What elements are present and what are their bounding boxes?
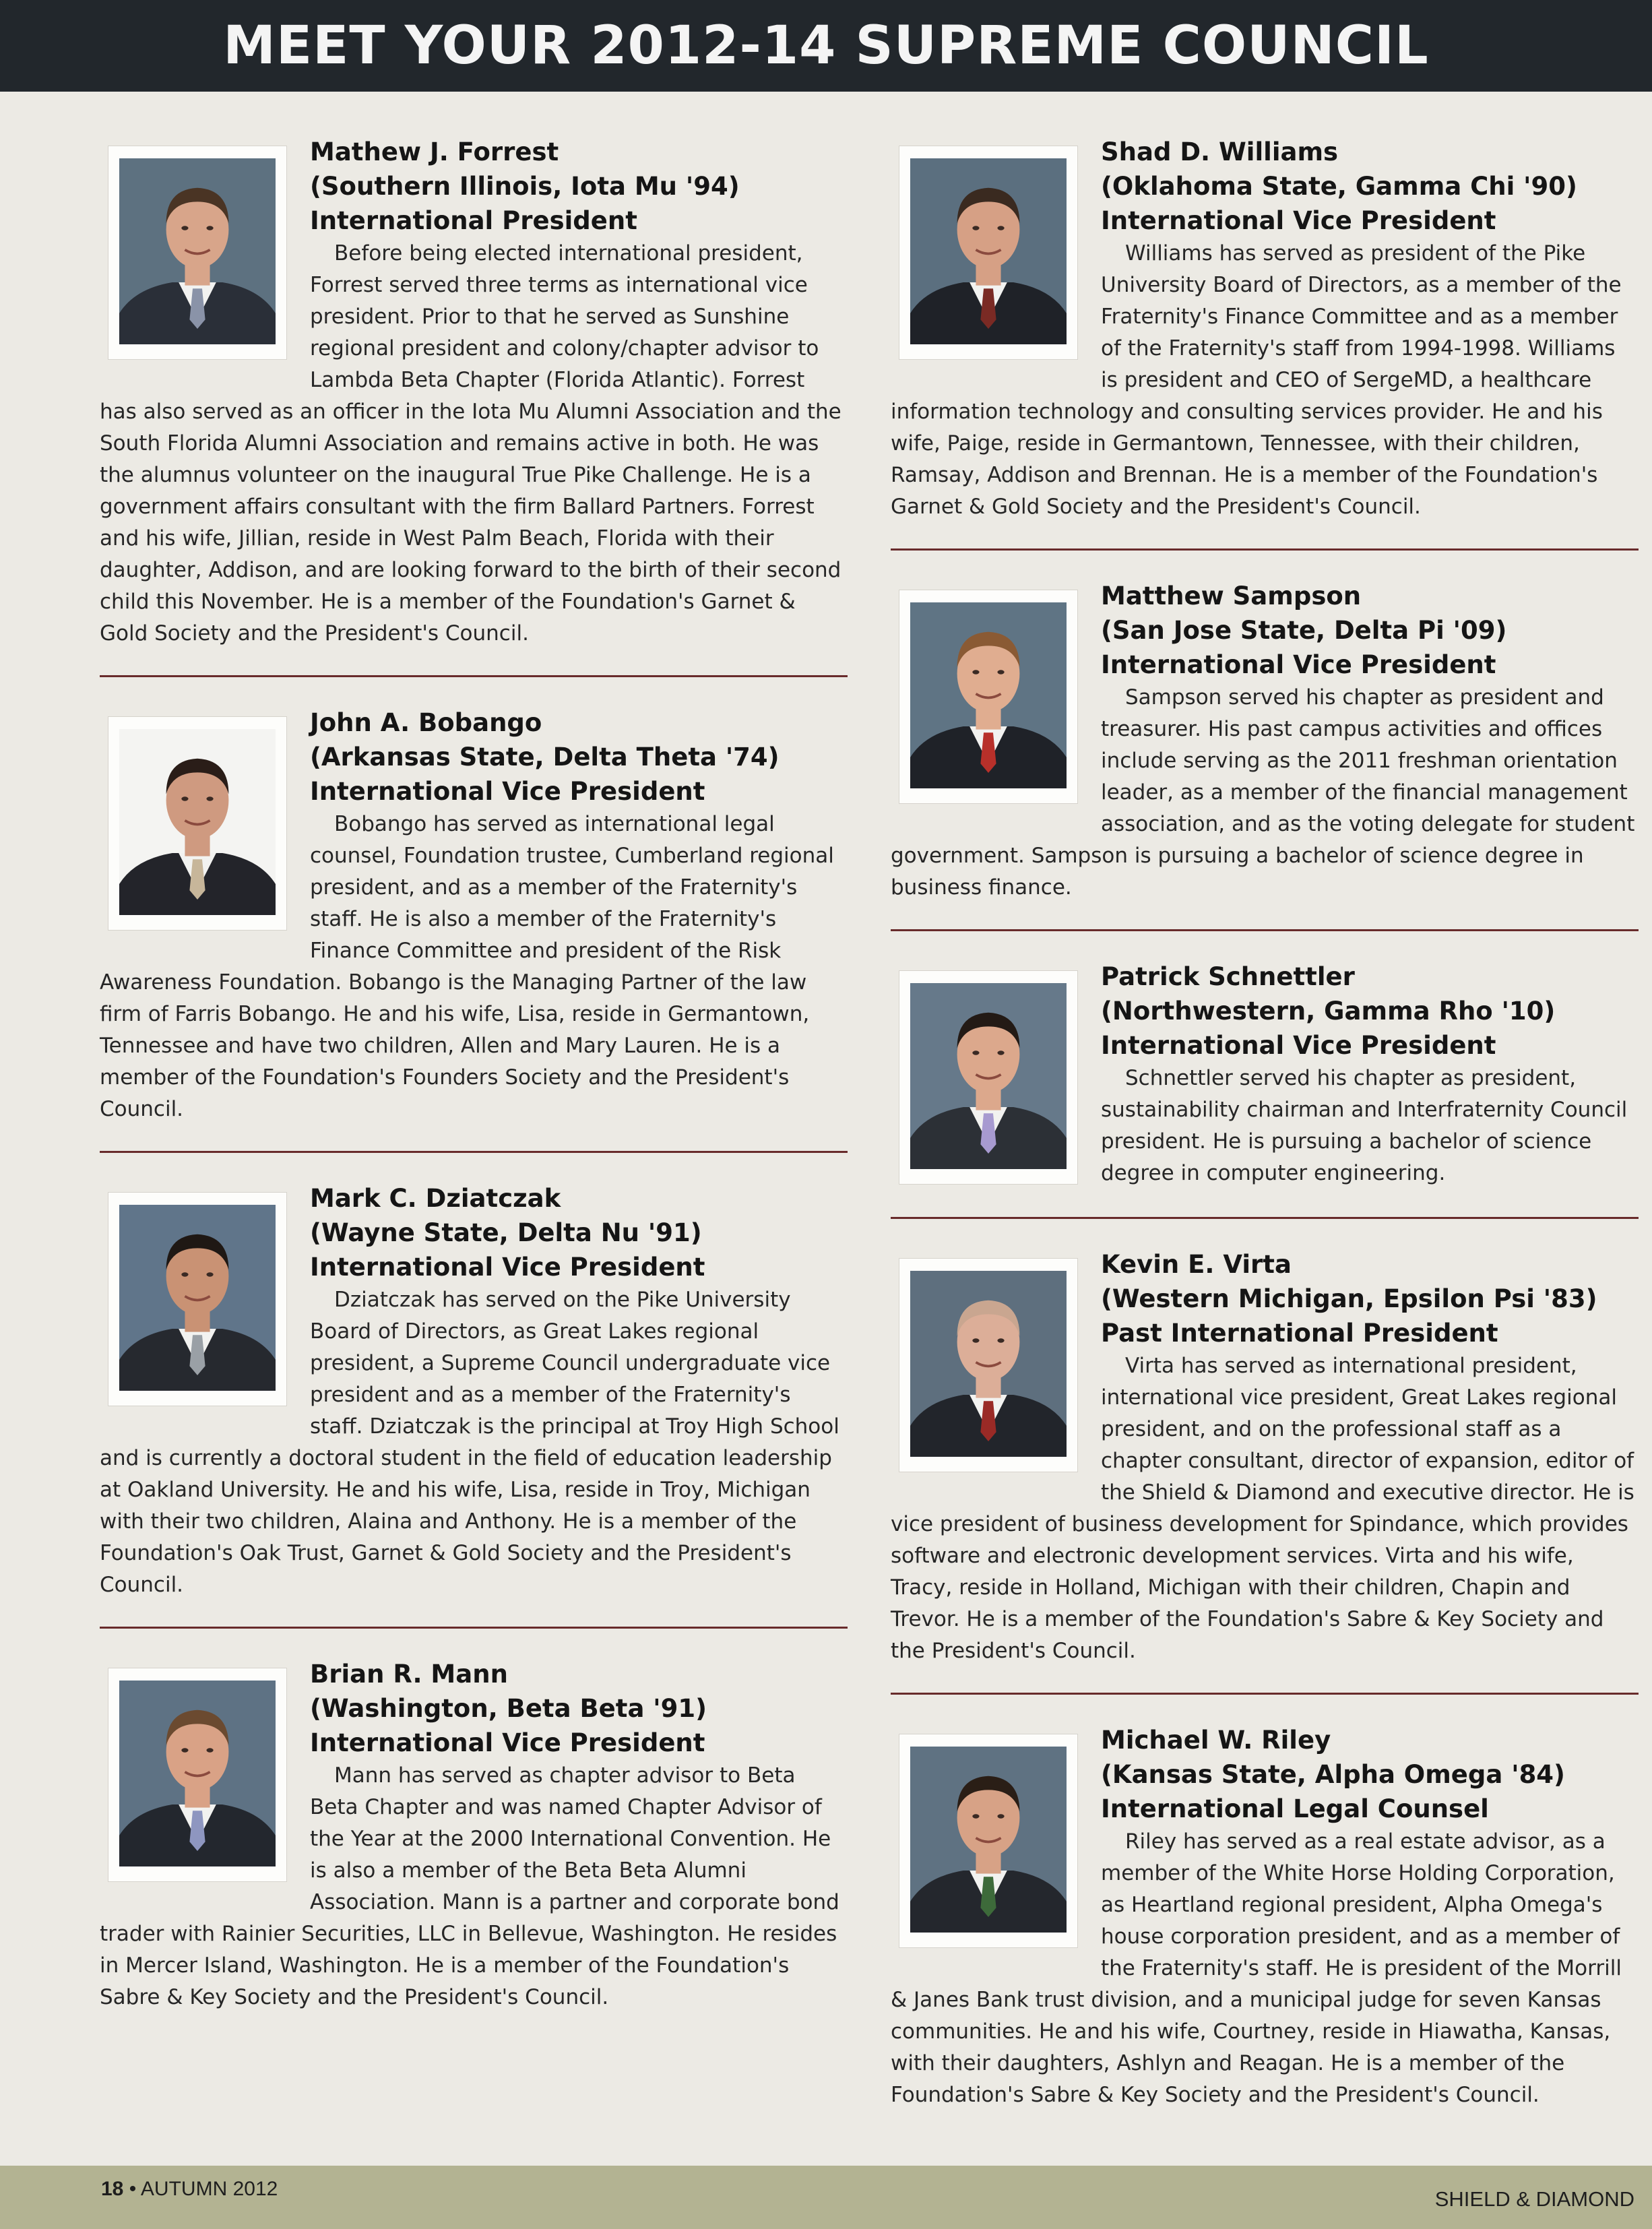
headshot-frame xyxy=(899,1258,1078,1472)
section-divider xyxy=(891,929,1639,931)
council-member-profile xyxy=(891,1723,1639,2111)
headshot-frame xyxy=(899,146,1078,360)
council-member-profile xyxy=(100,705,848,1125)
member-chapter: (Wayne State, Delta Nu '91) xyxy=(310,1218,702,1247)
member-office: International Vice President xyxy=(1101,206,1496,235)
headshot-image xyxy=(119,1681,276,1866)
right-column xyxy=(891,135,1639,2111)
headshot-frame xyxy=(108,716,287,931)
member-office: Past International President xyxy=(1101,1319,1498,1348)
council-member-profile xyxy=(891,1247,1639,1667)
section-divider xyxy=(100,675,848,677)
member-name: John A. Bobango xyxy=(310,708,542,737)
member-office: International Vice President xyxy=(310,1253,705,1282)
left-column xyxy=(100,135,848,2013)
section-divider xyxy=(891,1693,1639,1695)
headshot-image xyxy=(119,1205,276,1391)
headshot-image xyxy=(910,602,1067,788)
member-name: Patrick Schnettler xyxy=(1101,962,1355,991)
publication-name: SHIELD & DIAMOND xyxy=(1434,2187,1634,2211)
headshot-image xyxy=(910,158,1067,344)
member-bio: Dziatczak has served on the Pike University Board of Directors, as Great Lakes regional president, a Supreme Council undergraduate vice president and as a member of the Fraternity's staff. Dziatczak is the principal at Troy High School and is currently a doctoral student in the field of education leadership at Oakland University. He and his wife, Lisa, reside in Troy, Michigan with their two children, Alaina and Anthony. He is a member of the Foundation's Oak Trust, Garnet & Gold Society and the President's Council. xyxy=(100,1288,839,1597)
headshot-frame xyxy=(108,1668,287,1882)
member-chapter: (Kansas State, Alpha Omega '84) xyxy=(1101,1760,1565,1789)
headshot-frame xyxy=(899,1734,1078,1948)
member-bio: Before being elected international president, Forrest served three terms as international vice president. Prior to that he served as Sunshine regional president and colony/chapter advisor to Lambda Beta Chapter (Florida Atlantic). Forrest has also served as an officer in the Iota Mu Alumni Association and the South Florida Alumni Association and remains active in both. He was the alumnus volunteer on the inaugural True Pike Challenge. He is a government affairs consultant with the firm Ballard Partners. Forrest and his wife, Jillian, reside in West Palm Beach, Florida with their daughter, Addison, and are looking forward to the birth of their second child this November. He is a member of the Foundation's Garnet & Gold Society and the President's Council. xyxy=(100,241,841,646)
member-bio: Bobango has served as international legal counsel, Foundation trustee, Cumberland regional president, and as a member of the Fraternity's staff. He is also a member of the Fraternity's Finance Committee and president of the Risk Awareness Foundation. Bobango is the Managing Partner of the law firm of Farris Bobango. He and his wife, Lisa, reside in Germantown, Tennessee and have two children, Allen and Mary Lauren. He is a member of the Foundation's Founders Society and the President's Council. xyxy=(100,812,834,1121)
page-number: 18 xyxy=(101,2178,124,2200)
member-bio: Williams has served as president of the Pike University Board of Directors, as a member of the Fraternity's Finance Committee and as a member of the Fraternity's staff from 1994-1998. Williams is president and CEO of SergeMD, a healthcare information technology and consulting services provider. He and his wife, Paige, reside in Germantown, Tennessee, with their children, Ramsay, Addison and Brennan. He is a member of the Foundation's Garnet & Gold Society and the President's Council. xyxy=(891,241,1622,519)
member-name: Mark C. Dziatczak xyxy=(310,1184,561,1213)
headshot-frame xyxy=(899,590,1078,804)
council-member-profile xyxy=(891,960,1639,1191)
footer-separator: • xyxy=(129,2178,137,2200)
section-divider xyxy=(891,1217,1639,1219)
headshot-frame xyxy=(899,970,1078,1185)
member-bio: Sampson served his chapter as president and treasurer. His past campus activities and offices include serving as the 2011 freshman orientation leader, as a member of the financial management association, and as the voting delegate for student government. Sampson is pursuing a bachelor of science degree in business finance. xyxy=(891,685,1635,900)
member-bio: Virta has served as international president, international vice president, Great Lakes regional president, and on the professional staff as a chapter consultant, director of expansion, editor of the Shield & Diamond and executive director. He is vice president of business development for Spindance, which provides software and electronic development services. Virta and his wife, Tracy, reside in Holland, Michigan with their children, Chapin and Trevor. He is a member of the Foundation's Sabre & Key Society and the President's Council. xyxy=(891,1354,1634,1663)
section-divider xyxy=(100,1627,848,1629)
member-bio: Schnettler served his chapter as president, sustainability chairman and Interfraternity Council president. He is pursuing a bachelor of science degree in computer engineering. xyxy=(1101,1066,1628,1185)
issue-label: AUTUMN 2012 xyxy=(140,2178,278,2200)
section-divider xyxy=(100,1151,848,1153)
page-title: MEET YOUR 2012-14 SUPREME COUNCIL xyxy=(223,15,1429,76)
council-member-profile xyxy=(100,135,848,650)
header-bar xyxy=(0,0,1652,92)
member-bio: Mann has served as chapter advisor to Beta Beta Chapter and was named Chapter Advisor of the Year at the 2000 International Convention. He is also a member of the Beta Beta Alumni Association. Mann is a partner and corporate bond trader with Rainier Securities, LLC in Bellevue, Washington. He resides in Mercer Island, Washington. He is a member of the Foundation's Sabre & Key Society and the President's Council. xyxy=(100,1763,839,2009)
member-office: International Vice President xyxy=(1101,650,1496,679)
council-member-profile xyxy=(100,1657,848,2013)
member-chapter: (Oklahoma State, Gamma Chi '90) xyxy=(1101,172,1577,201)
headshot-frame xyxy=(108,146,287,360)
member-chapter: (Northwestern, Gamma Rho '10) xyxy=(1101,997,1556,1026)
member-office: International Vice President xyxy=(1101,1031,1496,1060)
headshot-frame xyxy=(108,1192,287,1406)
member-office: International Vice President xyxy=(310,1728,705,1757)
council-member-profile xyxy=(891,579,1639,904)
member-chapter: (Washington, Beta Beta '91) xyxy=(310,1694,707,1723)
council-member-profile xyxy=(891,135,1639,523)
member-name: Shad D. Williams xyxy=(1101,137,1339,166)
member-name: Michael W. Riley xyxy=(1101,1726,1331,1755)
headshot-image xyxy=(119,158,276,344)
member-name: Mathew J. Forrest xyxy=(310,137,559,166)
member-chapter: (Arkansas State, Delta Theta '74) xyxy=(310,743,780,772)
council-member-profile xyxy=(100,1181,848,1601)
member-bio: Riley has served as a real estate advisor, as a member of the White Horse Holding Corporation, as Heartland regional president, Alpha Omega's house corporation president, and as a member of the Fraternity's staff. He is president of the Morrill & Janes Bank trust division, and a municipal judge for seven Kansas communities. He and his wife, Courtney, reside in Hiawatha, Kansas, with their daughters, Ashlyn and Reagan. He is a member of the Foundation's Sabre & Key Society and the President's Council. xyxy=(891,1829,1622,2107)
member-name: Kevin E. Virta xyxy=(1101,1250,1292,1279)
section-divider xyxy=(891,548,1639,551)
member-chapter: (Southern Illinois, Iota Mu '94) xyxy=(310,172,740,201)
member-chapter: (Western Michigan, Epsilon Psi '83) xyxy=(1101,1284,1597,1313)
member-office: International Vice President xyxy=(310,777,705,806)
member-name: Brian R. Mann xyxy=(310,1660,508,1689)
headshot-image xyxy=(119,729,276,915)
member-office: International President xyxy=(310,206,637,235)
member-chapter: (San Jose State, Delta Pi '09) xyxy=(1101,616,1507,645)
headshot-image xyxy=(910,983,1067,1169)
headshot-image xyxy=(910,1747,1067,1933)
member-office: International Legal Counsel xyxy=(1101,1794,1489,1823)
footer-page-info xyxy=(101,2178,278,2201)
headshot-image xyxy=(910,1271,1067,1457)
member-name: Matthew Sampson xyxy=(1101,582,1362,610)
